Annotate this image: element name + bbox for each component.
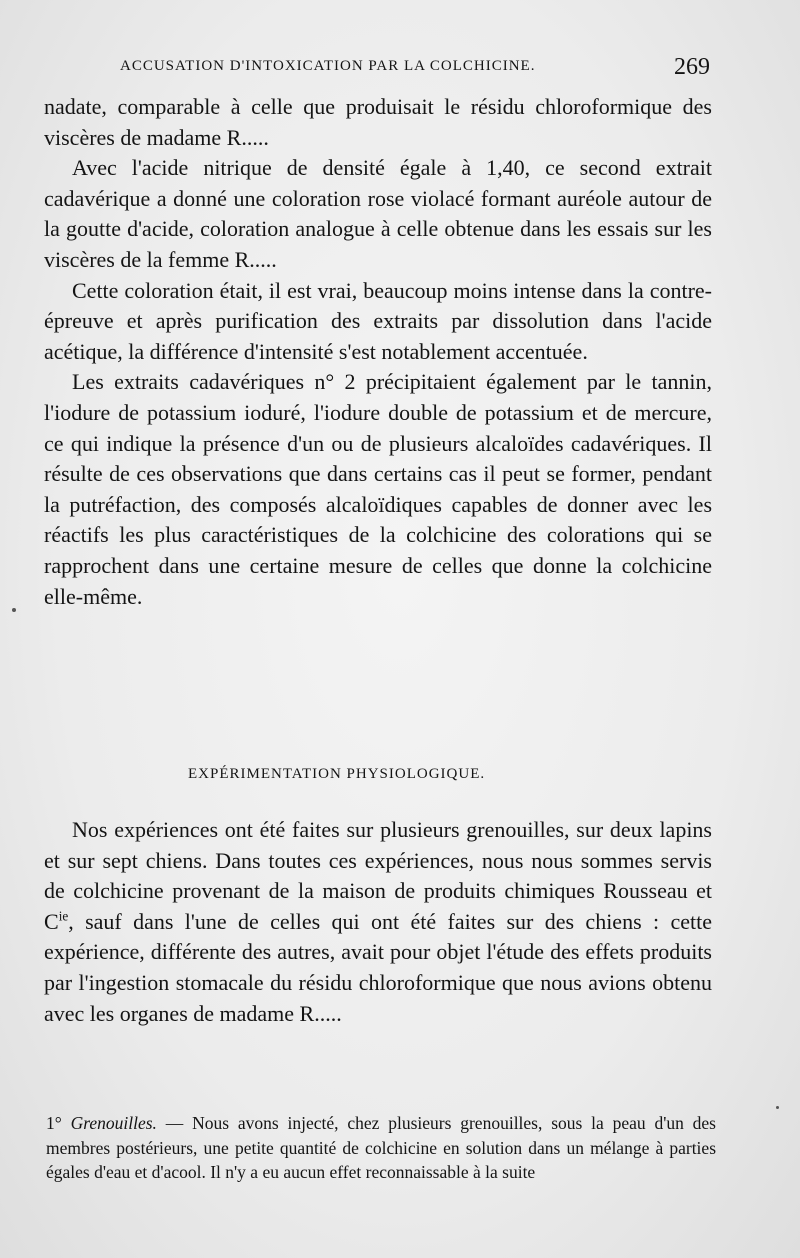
section-title: EXPÉRIMENTATION PHYSIOLOGIQUE. xyxy=(188,766,486,782)
running-title: ACCUSATION D'INTOXICATION PAR LA COLCHICINE. xyxy=(120,58,536,74)
body-text-experiments xyxy=(44,815,712,1029)
paragraph-cadaveric-extracts: Les extraits cadavériques n° 2 précipitaient également par le tannin, l'iodure de potassium ioduré, l'iodure double de potassium et de mercure, ce qui indique la présence d'un ou de plusieurs alcaloïdes cadavériques. Il résulte de ces observations que dans certains cas il peut se former, pendant la putréfaction, des composés alcaloïdiques capables de donner avec les réactifs les plus caractéristiques de la colchicine des colorations qui se rapprochent dans une certaine mesure de celles que donne la colchicine elle-même. xyxy=(44,369,712,609)
experiments-text-part-2: , sauf dans l'une de celles qui ont été faites sur des chiens : cette expérience, différente des autres, avait pour objet l'étude des effets produits par l'ingestion stomacale du résidu chloroformique que nous avions obtenu avec les organes de madame R..... xyxy=(44,908,712,1026)
company-abbreviation-superscript: ie xyxy=(58,908,69,924)
footnote-lead: Grenouilles. xyxy=(70,1113,157,1133)
paragraph-experiments xyxy=(44,815,712,1029)
footnote-paragraph xyxy=(46,1111,716,1185)
print-speck xyxy=(776,1106,779,1109)
footnote xyxy=(46,1111,716,1185)
paragraph-continuation: nadate, comparable à celle que produisait le résidu chloroformique des viscères de madame R..... xyxy=(44,94,712,150)
running-head xyxy=(120,54,710,82)
print-speck xyxy=(12,608,16,612)
page-number: 269 xyxy=(674,54,710,80)
paragraph-nitric-acid: Avec l'acide nitrique de densité égale à 1,40, ce second extrait cadavérique a donné une coloration rose violacé formant auréole autour de la goutte d'acide, coloration analogue à celle obtenue dans les essais sur les viscères de la femme R..... xyxy=(44,155,712,272)
paragraph-counter-test: Cette coloration était, il est vrai, beaucoup moins intense dans la contre-épreuve et après purification des extraits par dissolution dans l'acide acétique, la différence d'intensité s'est notablement accentuée. xyxy=(44,277,712,364)
footnote-text: — Nous avons injecté, chez plusieurs grenouilles, sous la peau d'un des membres postérieurs, une petite quantité de colchicine en solution dans un mélange à parties égales d'eau et d'acool. Il n'y a eu aucun effet reconnaissable à la suite xyxy=(46,1113,716,1183)
experiments-text-part-1: Nos expériences ont été faites sur plusieurs grenouilles, sur deux lapins et sur sept chiens. Dans toutes ces expériences, nous nous sommes servis de colchicine provenant de la maison de produits chimiques Rousseau et C xyxy=(44,817,712,934)
footnote-number: 1° xyxy=(46,1113,62,1133)
body-text-top xyxy=(44,92,712,612)
